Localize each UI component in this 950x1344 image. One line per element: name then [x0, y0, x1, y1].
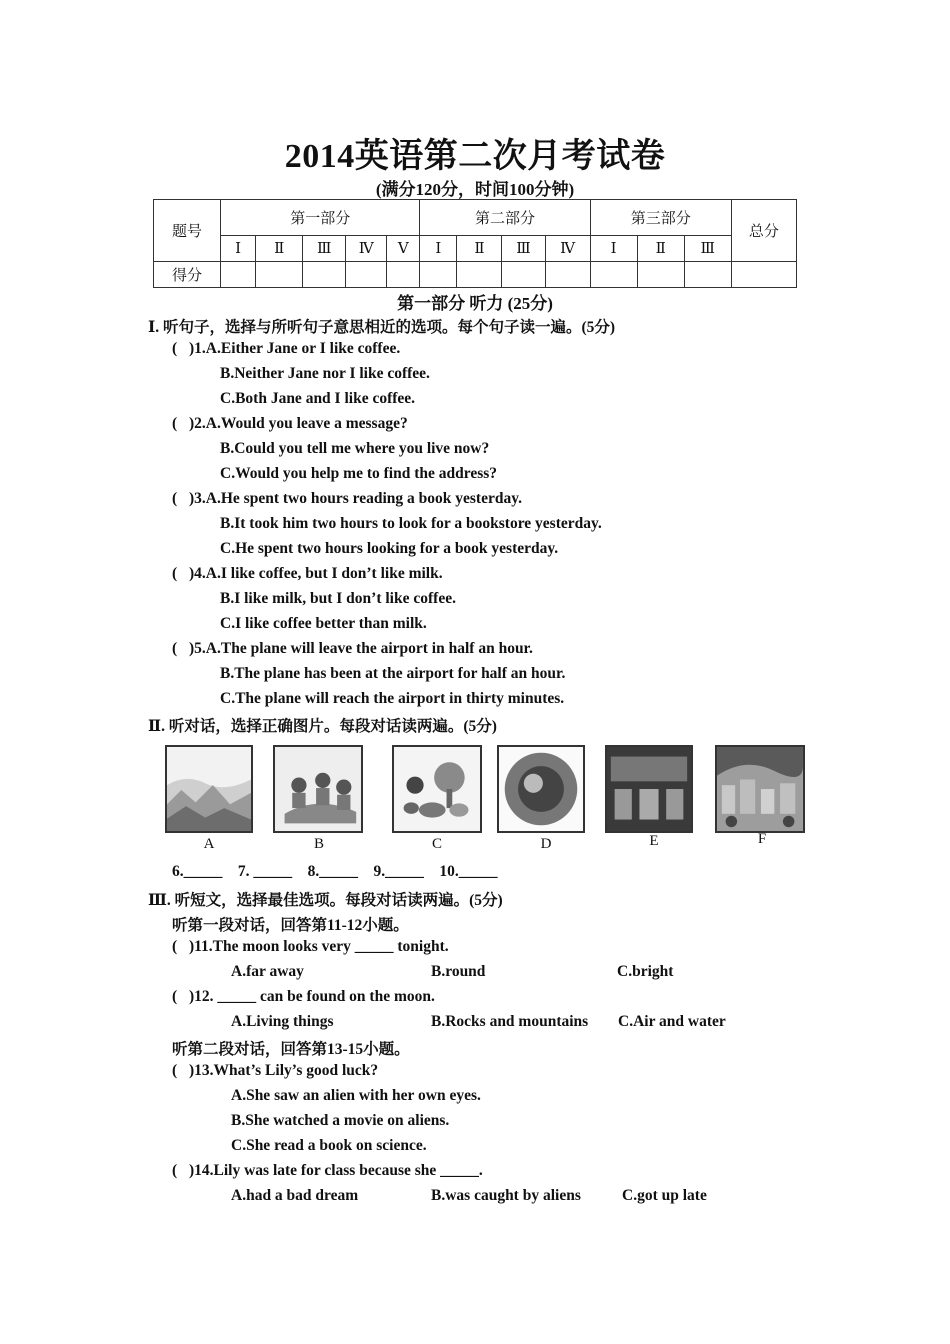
question-3: )3.A.He spent two hours reading a book yesterday.	[189, 490, 522, 507]
option-11b: B.round	[431, 963, 486, 980]
picture-f-city	[715, 745, 805, 833]
score-table-header-score: 得分	[154, 262, 221, 288]
answer-blanks-6-10[interactable]: 6._____ 7. _____ 8._____ 9._____ 10._____	[172, 863, 498, 880]
score-cell[interactable]	[387, 262, 420, 288]
question-12: )12. _____ can be found on the moon.	[189, 988, 435, 1005]
score-col: Ⅰ	[221, 236, 256, 262]
answer-paren[interactable]: (	[172, 1062, 178, 1079]
option-3c: C.He spent two hours looking for a book yesterday.	[220, 540, 559, 557]
score-col: Ⅰ	[590, 236, 637, 262]
picture-label-f: F	[757, 831, 767, 847]
answer-paren[interactable]: (	[172, 640, 178, 657]
question-5: )5.A.The plane will leave the airport in half an hour.	[189, 640, 533, 657]
score-cell[interactable]	[684, 262, 731, 288]
picture-label-b: B	[313, 836, 324, 852]
option-4c: C.I like coffee better than milk.	[220, 615, 427, 632]
score-table-header-number: 题号	[154, 200, 221, 262]
option-3b: B.It took him two hours to look for a bookstore yesterday.	[220, 515, 602, 532]
section1-heading: Ⅰ. 听句子，选择与所听句子意思相近的选项。每个句子读一遍。(5分)	[148, 319, 616, 336]
option-12a: A.Living things	[231, 1013, 334, 1030]
page-subtitle: (满分120分，时间100分钟)	[375, 180, 575, 199]
score-table-part1: 第一部分	[221, 200, 420, 236]
option-12c: C.Air and water	[618, 1013, 726, 1030]
score-table-total: 总分	[731, 200, 796, 262]
question-4: )4.A.I like coffee, but I don’t like milk.	[189, 565, 443, 582]
score-cell[interactable]	[420, 262, 457, 288]
score-col: Ⅲ	[303, 236, 346, 262]
option-5c: C.The plane will reach the airport in thirty minutes.	[220, 690, 565, 707]
section3-note1: 听第一段对话，回答第11-12小题。	[172, 917, 409, 934]
picture-b-children	[273, 745, 363, 833]
section3-heading: Ⅲ. 听短文，选择最佳选项。每段对话读两遍。(5分)	[148, 892, 503, 909]
score-col: Ⅳ	[545, 236, 590, 262]
option-13b: B.She watched a movie on aliens.	[231, 1112, 450, 1129]
option-11a: A.far away	[231, 963, 304, 980]
picture-a-mountains	[165, 745, 253, 833]
score-cell[interactable]	[502, 262, 545, 288]
question-11: )11.The moon looks very _____ tonight.	[189, 938, 449, 955]
answer-paren[interactable]: (	[172, 988, 178, 1005]
option-13c: C.She read a book on science.	[231, 1137, 427, 1154]
option-4b: B.I like milk, but I don’t like coffee.	[220, 590, 456, 607]
score-table	[153, 199, 797, 288]
question-2: )2.A.Would you leave a message?	[189, 415, 408, 432]
answer-paren[interactable]: (	[172, 415, 178, 432]
score-cell[interactable]	[221, 262, 256, 288]
score-cell[interactable]	[346, 262, 387, 288]
picture-label-d: D	[540, 836, 552, 852]
option-1c: C.Both Jane and I like coffee.	[220, 390, 416, 407]
answer-paren[interactable]: (	[172, 490, 178, 507]
question-13: )13.What’s Lily’s good luck?	[189, 1062, 379, 1079]
score-col: Ⅰ	[420, 236, 457, 262]
option-14c: C.got up late	[622, 1187, 707, 1204]
page-title: 2014英语第二次月考试卷	[284, 138, 666, 175]
score-cell[interactable]	[256, 262, 303, 288]
score-col: Ⅳ	[346, 236, 387, 262]
option-14b: B.was caught by aliens	[431, 1187, 581, 1204]
option-13a: A.She saw an alien with her own eyes.	[231, 1087, 481, 1104]
score-cell[interactable]	[457, 262, 502, 288]
score-col: Ⅲ	[684, 236, 731, 262]
picture-c-animals	[392, 745, 482, 833]
picture-e-stage	[605, 745, 693, 833]
picture-label-a: A	[203, 836, 215, 852]
option-12b: B.Rocks and mountains	[431, 1013, 589, 1030]
answer-paren[interactable]: (	[172, 565, 178, 582]
question-14: )14.Lily was late for class because she _____.	[189, 1162, 483, 1179]
picture-d-planet	[497, 745, 585, 833]
score-col: Ⅴ	[387, 236, 420, 262]
score-col: Ⅱ	[637, 236, 684, 262]
score-cell[interactable]	[303, 262, 346, 288]
option-2b: B.Could you tell me where you live now?	[220, 440, 490, 457]
option-1b: B.Neither Jane nor I like coffee.	[220, 365, 430, 382]
option-5b: B.The plane has been at the airport for half an hour.	[220, 665, 566, 682]
score-col: Ⅱ	[457, 236, 502, 262]
score-cell[interactable]	[545, 262, 590, 288]
picture-label-e: E	[649, 833, 659, 849]
picture-label-c: C	[431, 836, 442, 852]
section3-note2: 听第二段对话，回答第13-15小题。	[172, 1041, 410, 1058]
score-cell[interactable]	[590, 262, 637, 288]
option-14a: A.had a bad dream	[231, 1187, 359, 1204]
score-cell[interactable]	[731, 262, 796, 288]
score-table-part3: 第三部分	[590, 200, 731, 236]
score-col: Ⅲ	[502, 236, 545, 262]
score-col: Ⅱ	[256, 236, 303, 262]
option-2c: C.Would you help me to find the address?	[220, 465, 498, 482]
option-11c: C.bright	[617, 963, 674, 980]
score-table-part2: 第二部分	[420, 200, 590, 236]
question-1: )1.A.Either Jane or I like coffee.	[189, 340, 401, 357]
answer-paren[interactable]: (	[172, 340, 178, 357]
answer-paren[interactable]: (	[172, 1162, 178, 1179]
section2-heading: Ⅱ. 听对话，选择正确图片。每段对话读两遍。(5分)	[148, 718, 497, 735]
part1-heading: 第一部分 听力 (25分)	[397, 294, 553, 313]
answer-paren[interactable]: (	[172, 938, 178, 955]
score-cell[interactable]	[637, 262, 684, 288]
